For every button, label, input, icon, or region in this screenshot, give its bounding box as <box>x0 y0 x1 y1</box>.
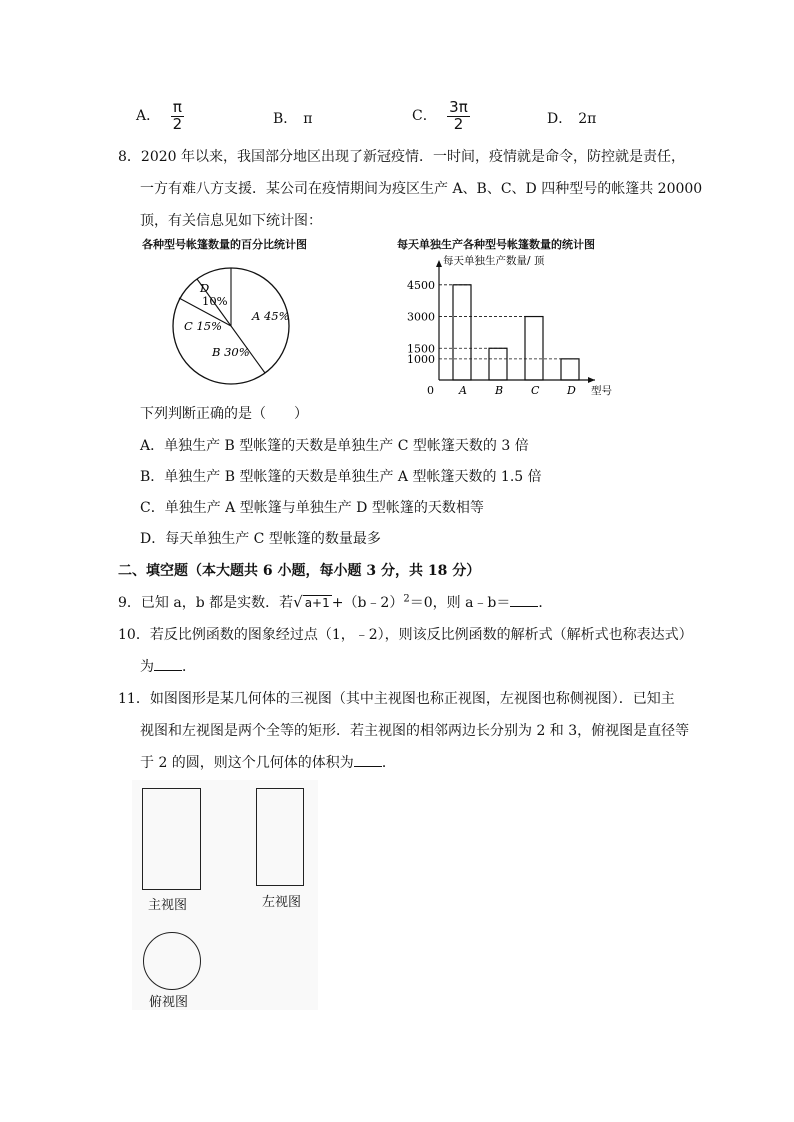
q8-line3: 顶，有关信息见如下统计图： <box>140 213 322 229</box>
category-label-b: B <box>495 384 504 396</box>
q11-line3: 于 2 的圆，则这个几何体的体积为 ． <box>140 755 396 771</box>
pie-label-d-pct: 10% <box>202 294 228 308</box>
radicand: a+1 <box>304 596 330 610</box>
y-tick-label: 1000 <box>407 352 435 366</box>
bar-labels <box>407 254 612 396</box>
q8-line2: 一方有难八方支援．某公司在疫情期间为疫区生产 A、B、C、D 四种型号的帐篷共 20000 <box>140 181 703 197</box>
q11-line2: 视图和左视图是两个全等的矩形．若主视图的相邻两边长分别为 2 和 3，俯视图是直径等 <box>140 723 690 739</box>
bar-b <box>489 348 507 380</box>
bar-chart <box>395 234 625 396</box>
answer-blank <box>154 658 182 671</box>
section-heading: 二、填空题（本大题共 6 小题，每小题 3 分，共 18 分） <box>118 563 481 579</box>
top-view-label: 俯视图 <box>149 995 189 1010</box>
answer-blank <box>510 594 538 607</box>
category-label-a: A <box>459 384 467 396</box>
fraction: $\frac{\pi}{2}$ <box>172 98 183 133</box>
top-view-circle <box>143 932 201 990</box>
pie-label-d: D <box>200 281 210 295</box>
q8-option-a: A．单独生产 B 型帐篷的天数是单独生产 C 型帐篷天数的 3 倍 <box>140 438 529 454</box>
q8-question: 下列判断正确的是（ ） <box>140 406 308 422</box>
side-view-rectangle <box>256 788 304 886</box>
q8-option-c: C．单独生产 A 型帐篷与单独生产 D 型帐篷的天数相等 <box>140 500 484 516</box>
bar-axes <box>436 260 595 383</box>
bar-d <box>561 359 579 380</box>
q8-line1: 8．2020 年以来，我国部分地区出现了新冠疫情．一时间，疫情就是命令，防控就是责任， <box>118 149 685 165</box>
bar-a <box>453 285 471 380</box>
front-view-label: 主视图 <box>148 898 188 913</box>
pie-label-a: A 45% <box>252 309 290 323</box>
y-tick-label: 3000 <box>407 310 435 324</box>
pie-label-b: B 30% <box>212 345 250 359</box>
y-tick-label: 4500 <box>407 278 435 292</box>
q10-line2: 为 ． <box>140 659 196 675</box>
side-view-label: 左视图 <box>262 895 302 910</box>
y-axis-label: 每天单独生产数量/ 顶 <box>443 255 545 267</box>
pie-chart-title: 各种型号帐篷数量的百分比统计图 <box>142 238 307 251</box>
y-axis-arrow <box>436 260 442 267</box>
q8-option-d: D．每天单独生产 C 型帐篷的数量最多 <box>140 531 381 547</box>
q7-option-a: A． $\frac{\pi}{2}$ <box>136 98 183 133</box>
bar-guides <box>439 285 579 359</box>
three-views-figure <box>132 780 318 1010</box>
answer-blank <box>354 754 382 767</box>
q7-option-d: D． 2π <box>547 111 597 127</box>
q7-option-c: C． $\frac{3\pi}{2}$ <box>412 98 468 133</box>
y-tick-label: 1500 <box>407 342 435 356</box>
bar-chart-panel <box>395 234 625 396</box>
pie-label-c: C 15% <box>184 319 223 333</box>
pie-chart-panel <box>140 234 370 394</box>
q11-line1: 11．如图图形是某几何体的三视图（其中主视图也称正视图，左视图也称侧视图）．已知主 <box>118 691 675 707</box>
pie-chart <box>140 234 370 394</box>
q7-option-b: B． π <box>273 111 313 127</box>
q10-line1: 10．若反比例函数的图象经过点（1，﹣2），则该反比例函数的解析式（解析式也称表达式） <box>118 627 693 643</box>
origin-label: 0 <box>427 384 434 396</box>
bar-bars <box>453 285 579 380</box>
q8-option-b: B．单独生产 B 型帐篷的天数是单独生产 A 型帐篷天数的 1.5 倍 <box>140 469 542 485</box>
bar-chart-title: 每天单独生产各种型号帐篷数量的统计图 <box>397 238 595 251</box>
q9-line: 9．已知 a，b 都是实数．若√ a+1 +（b﹣2）$^2$＝0，则 a﹣b＝ ． <box>118 593 553 611</box>
x-axis-label: 型号 <box>591 385 612 396</box>
fraction: $\frac{3\pi}{2}$ <box>449 98 468 133</box>
category-label-c: C <box>531 384 540 396</box>
x-axis-arrow <box>588 377 595 383</box>
category-label-d: D <box>567 384 576 396</box>
bar-c <box>525 317 543 380</box>
front-view-rectangle <box>142 788 201 890</box>
